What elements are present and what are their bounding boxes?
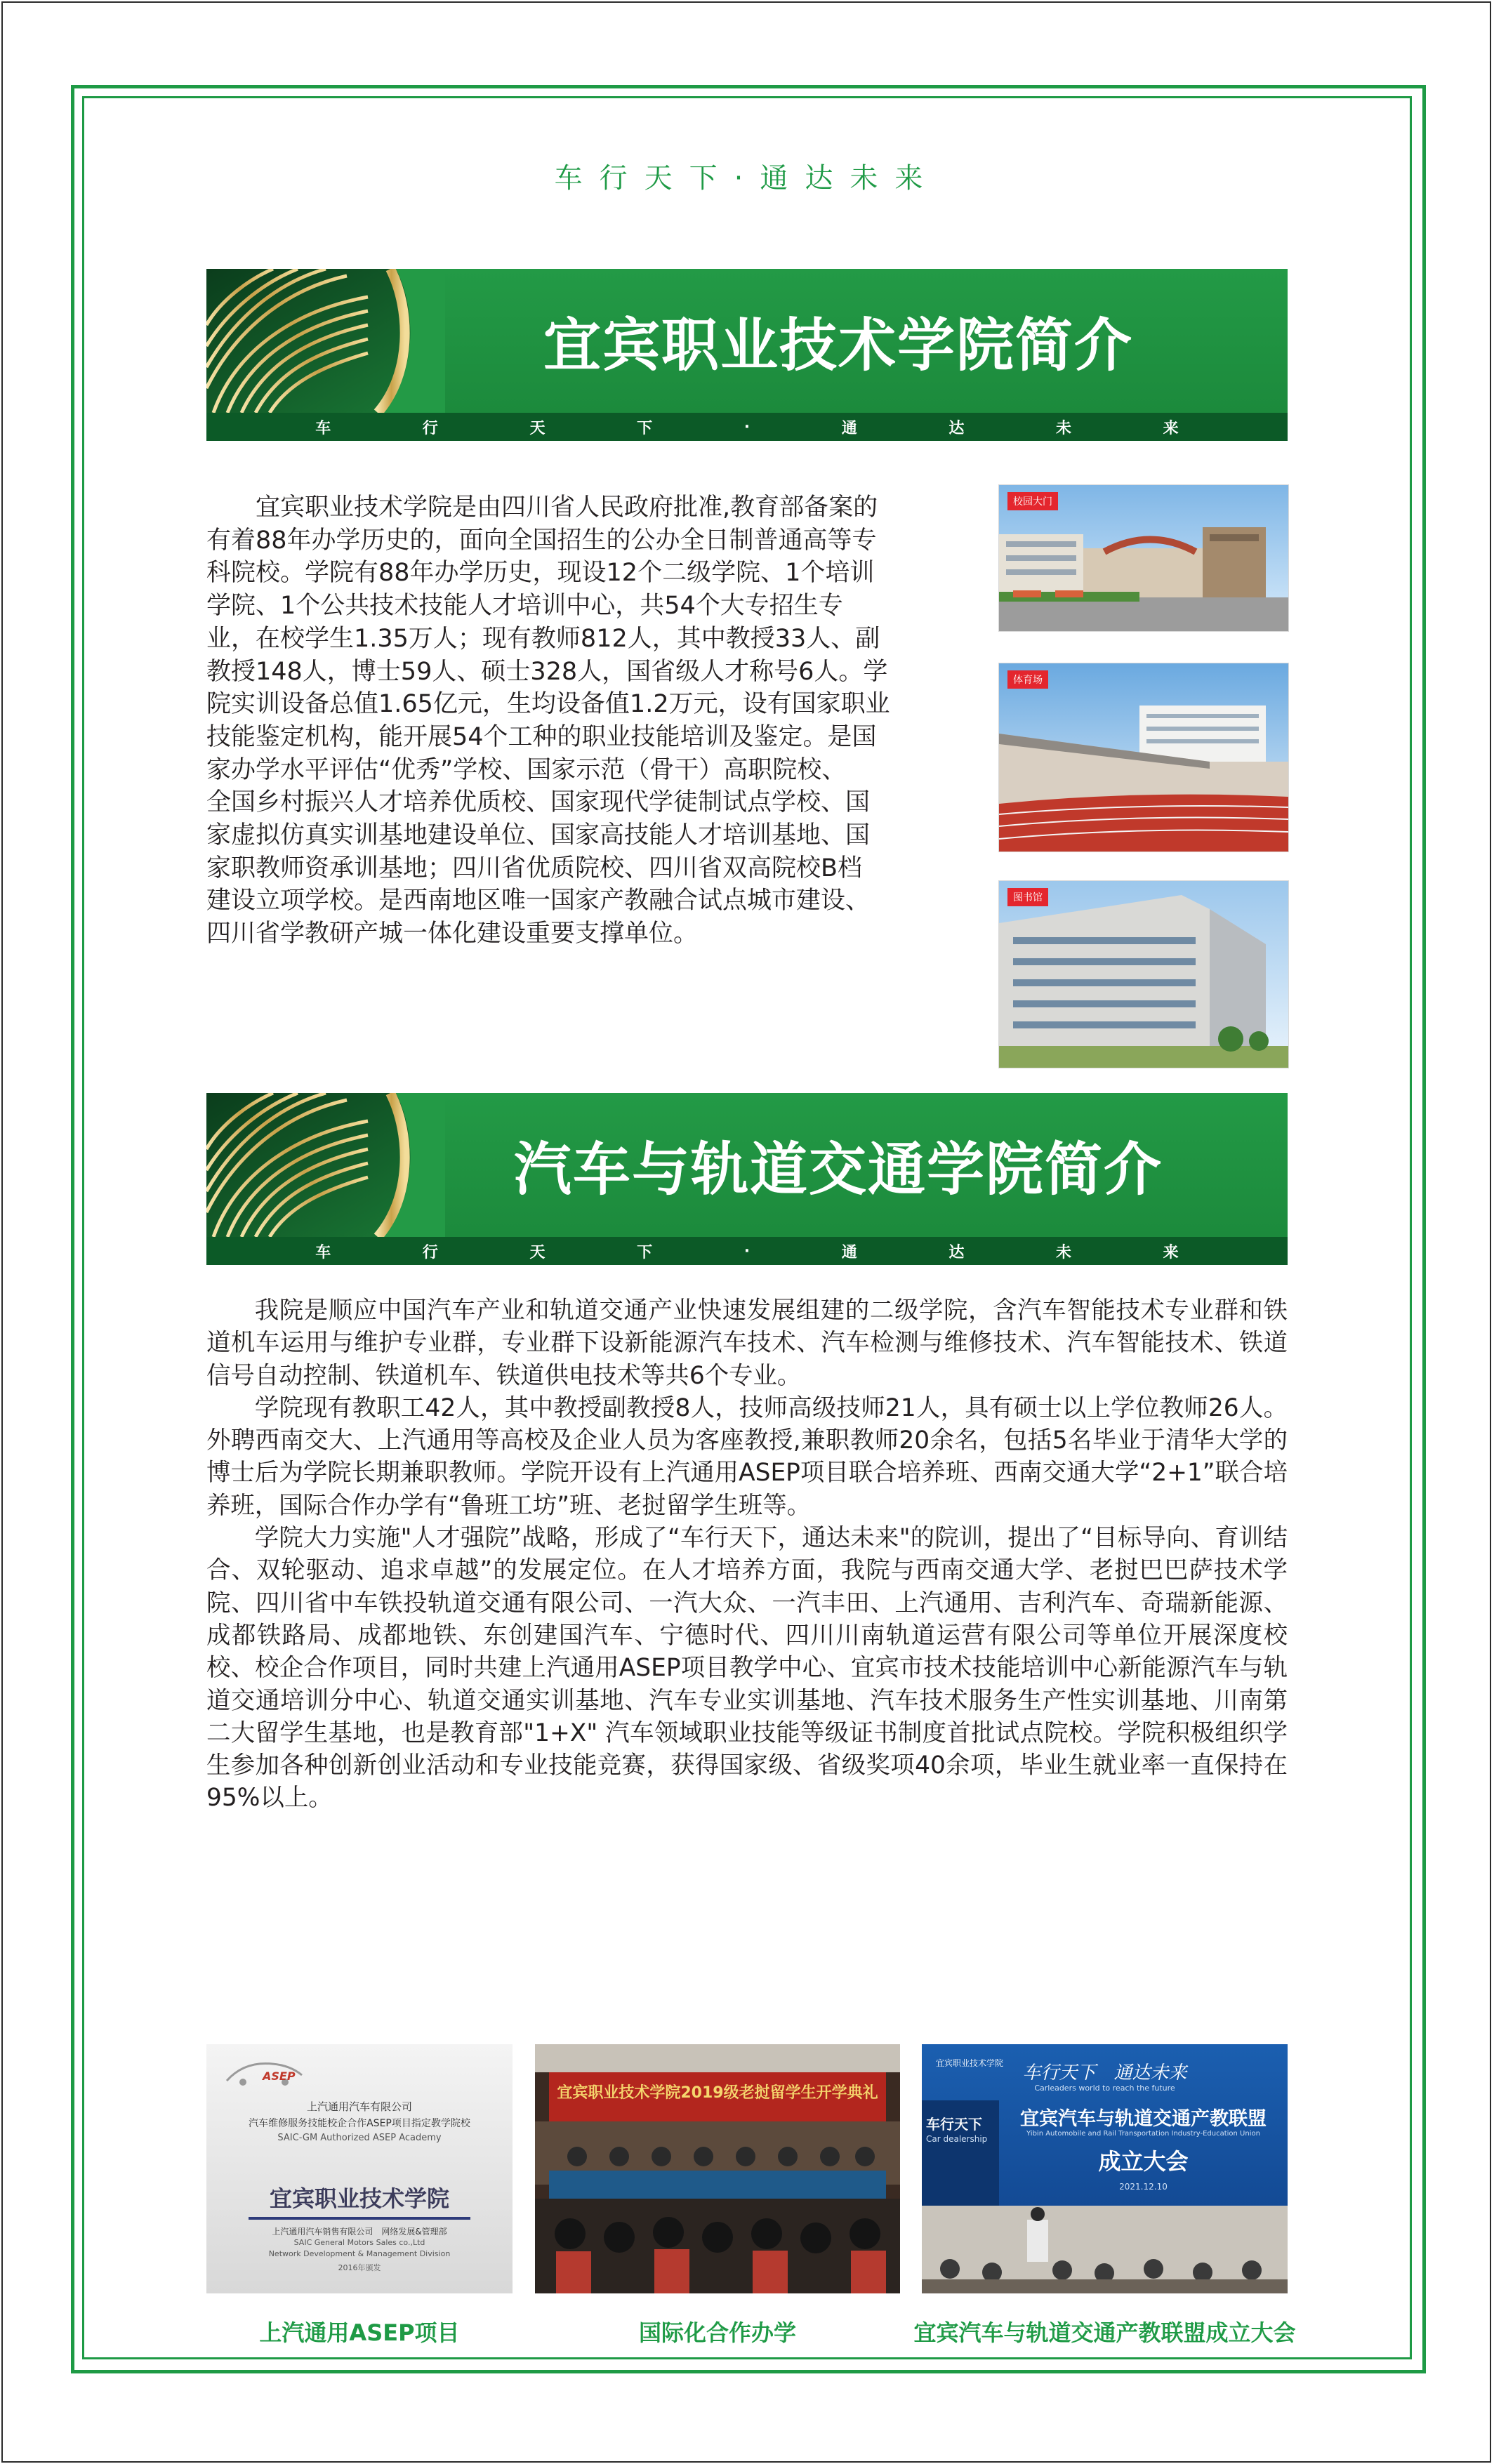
- strip-char: 未: [1056, 1243, 1072, 1261]
- strip-char: 未: [1056, 419, 1072, 437]
- college-intro-banner: [206, 269, 1288, 441]
- strip-char: 来: [1163, 1243, 1179, 1261]
- top-motto: 车行天下·通达未来: [554, 162, 940, 194]
- plaque-school: 宜宾职业技术学院: [269, 2185, 449, 2212]
- intro-paragraph: 我院是顺应中国汽车产业和轨道交通产业快速发展组建的二级学院，含汽车智能技术专业群和铁道机车运用与维护专业群，专业群下设新能源汽车技术、汽车检测与维修技术、汽车智能技术、铁道信号自动控制、铁道机车、铁道供电技术等共6个专业。: [206, 1297, 1288, 1390]
- intro-line: 宜宾职业技术学院是由四川省人民政府批准,教育部备案的: [256, 494, 878, 522]
- intro-line: 技能鉴定机构，能开展54个工种的职业技能培训及鉴定。是国: [206, 722, 877, 751]
- intro-line: 家办学水平评估“优秀”学校、国家示范（骨干）高职院校、: [206, 755, 847, 784]
- strip-char: 行: [422, 419, 438, 437]
- intro-line: 家虚拟仿真实训基地建设单位、国家高技能人才培训基地、国: [206, 821, 871, 850]
- intro-line: 教授148人，博士59人、硕士328人，国省级人才称号6人。学: [206, 657, 888, 686]
- photo-tag: 校园大门: [1007, 492, 1058, 510]
- plaque-divider: [249, 2217, 470, 2220]
- strip-char: 车: [315, 1243, 331, 1261]
- intro-line: 四川省学教研产城一体化建设重要支撑单位。: [206, 920, 699, 948]
- strip-char: ·: [743, 1242, 751, 1260]
- forum-audience-image: [922, 2206, 1288, 2293]
- strip-char: 通: [841, 1243, 857, 1261]
- forum-slogan: 车行天下 通达未来: [1022, 2062, 1187, 2084]
- college-intro-text: [206, 491, 969, 951]
- strip-char: ·: [743, 418, 751, 436]
- banner-motto-strip: [206, 413, 1288, 441]
- forum-photo: [922, 2044, 1288, 2293]
- library-photo: [998, 880, 1289, 1068]
- plaque-line3: SAIC-GM Authorized ASEP Academy: [277, 2133, 442, 2143]
- plaque-year: 2016年颁发: [338, 2263, 381, 2272]
- plaque-issuer: 上汽通用汽车销售有限公司 网络发展&管理部: [272, 2227, 447, 2237]
- plaque-issuer-en: Network Development & Management Division: [268, 2249, 451, 2258]
- strip-char: 车: [315, 419, 331, 437]
- photo-tag: 图书馆: [1007, 888, 1048, 906]
- plaque-issuer-en: SAIC General Motors Sales co.,Ltd: [293, 2238, 425, 2247]
- gold-leaf-ornament-icon: [206, 1093, 445, 1237]
- strip-char: 达: [948, 1243, 965, 1261]
- strip-char: 天: [529, 419, 546, 437]
- asep-brand: ASEP: [263, 2069, 296, 2083]
- strip-char: 行: [422, 1243, 438, 1261]
- forum-title: 宜宾汽车与轨道交通产教联盟: [1020, 2108, 1267, 2130]
- campus-gate-photo: [998, 484, 1289, 632]
- forum-logo: 宜宾职业技术学院: [936, 2058, 1004, 2068]
- stadium-image: [999, 663, 1288, 852]
- intro-line: 有着88年办学历史的，面向全国招生的公办全日制普通高等专: [206, 526, 877, 555]
- forum-slogan-en: Carleaders world to reach the future: [1034, 2084, 1175, 2093]
- forum-side-title: 车行天下: [926, 2116, 982, 2133]
- intro-line: 院实训设备总值1.65亿元，生均设备值1.2万元，设有国家职业: [206, 690, 890, 719]
- library-image: [999, 881, 1288, 1068]
- strip-char: 通: [841, 419, 857, 437]
- photo-tag: 体育场: [1007, 670, 1048, 689]
- forum-title-en: Yibin Automobile and Rail Transportation Industry-Education Union: [1026, 2130, 1260, 2138]
- intro-line: 科院校。学院有88年办学历史，现设12个二级学院、1个培训: [206, 559, 875, 588]
- strip-char: 天: [529, 1243, 546, 1261]
- plaque-line2: 汽车维修服务技能校企合作ASEP项目指定教学院校: [249, 2118, 470, 2129]
- meeting-banner: 宜宾职业技术学院2019级老挝留学生开学典礼: [557, 2084, 878, 2102]
- plaque-line1: 上汽通用汽车有限公司: [306, 2100, 412, 2113]
- caption-union: 宜宾汽车与轨道交通产教联盟成立大会: [913, 2319, 1296, 2346]
- intro-line: 学院、1个公共技术技能人才培训中心，共54个大专招生专: [206, 592, 843, 621]
- banner-motto-strip: [206, 1237, 1288, 1265]
- caption-asep: 上汽通用ASEP项目: [259, 2319, 460, 2346]
- forum-subtitle: 成立大会: [1098, 2148, 1189, 2175]
- intro-line: 家职教师资承训基地；四川省优质院校、四川省双高院校B档: [206, 854, 863, 882]
- intro-line: 建设立项学校。是西南地区唯一国家产教融合试点城市建设、: [206, 887, 871, 915]
- gold-leaf-ornament-icon: [206, 269, 445, 413]
- intro-line: 业，在校学生1.35万人；现有教师812人，其中教授33人、副: [206, 624, 880, 653]
- banner-title: 宜宾职业技术学院简介: [543, 312, 1133, 379]
- strip-char: 下: [637, 1243, 653, 1261]
- strip-char: 来: [1163, 419, 1179, 437]
- forum-side-en: Car dealership: [926, 2134, 988, 2144]
- asep-plaque-photo: [206, 2044, 513, 2293]
- intro-line: 全国乡村振兴人才培养优质校、国家现代学徒制试点学校、国: [206, 788, 871, 817]
- strip-char: 下: [637, 419, 653, 437]
- caption-international: 国际化合作办学: [638, 2319, 796, 2346]
- meeting-photo: [535, 2044, 900, 2293]
- stadium-photo: [998, 663, 1289, 852]
- strip-char: 达: [948, 419, 965, 437]
- intro-paragraph: 学院现有教职工42人，其中教授副教授8人，技师高级技师21人，具有硕士以上学位教师26人。外聘西南交大、上汽通用等高校及企业人员为客座教授,兼职教师20余名，包括5名毕业于清华大学的博士后为学院长期兼职教师。学院开设有上汽通用ASEP项目联合培养班、西南交通大学“2+1”联合培养班，国际合作办学有“鲁班工坊”班、老挝留学生班等。: [206, 1393, 1288, 1520]
- banner-title: 汽车与轨道交通学院简介: [513, 1137, 1163, 1203]
- intro-paragraph: 学院大力实施"人才强院”战略，形成了“车行天下，通达未来"的院训，提出了“目标导向、育训结合、双轮驱动、追求卓越”的发展定位。在人才培养方面，我院与西南交通大学、老挝巴巴萨技术学院、四川省中车铁投轨道交通有限公司、一汽大众、一汽丰田、上汽通用、吉利汽车、奇瑞新能源、成都铁路局、成都地铁、东创建国汽车、宁德时代、四川川南轨道运营有限公司等单位开展深度校校、校企合作项目，同时共建上汽通用ASEP项目教学中心、宜宾市技术技能培训中心新能源汽车与轨道交通培训分中心、轨道交通实训基地、汽车专业实训基地、汽车技术服务生产性实训基地、川南第二大留学生基地，也是教育部"1+X" 汽车领域职业技能等级证书制度首批试点院校。学院积极组织学生参加各种创新创业活动和专业技能竞赛，获得国家级、省级奖项40余项，毕业生就业率一直保持在95%以上。: [206, 1524, 1288, 1813]
- auto-rail-intro-text: [206, 1294, 1288, 1815]
- forum-date: 2021.12.10: [1119, 2182, 1168, 2192]
- auto-rail-intro-banner: [206, 1093, 1288, 1265]
